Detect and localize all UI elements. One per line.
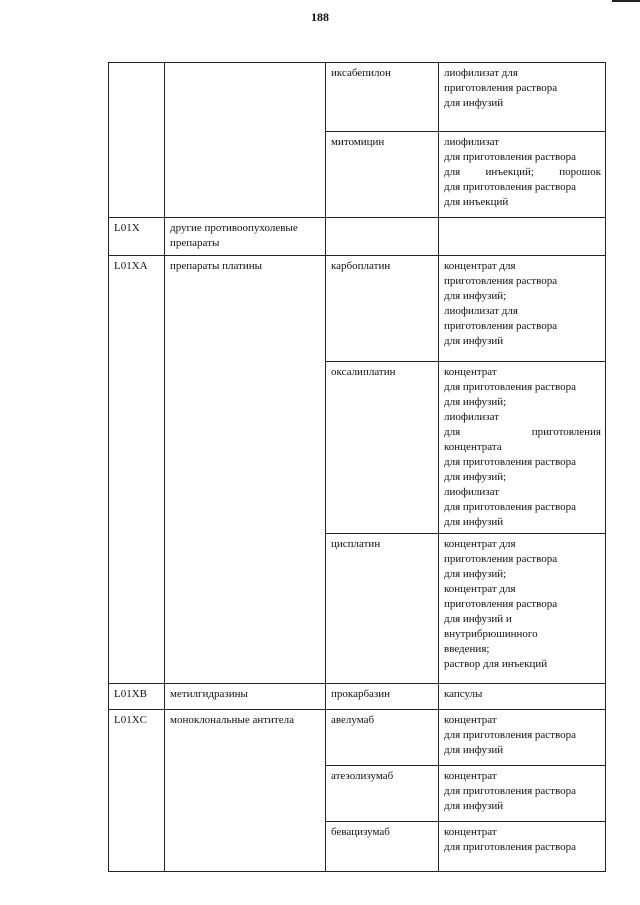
dosage-form-word: для приготовления раствора [444, 785, 576, 797]
atc-code-cell: L01X [109, 218, 165, 256]
drug-name-cell: бевацизумаб [326, 822, 439, 872]
dosage-form-word: для приготовления раствора [444, 151, 576, 163]
dosage-form-word: для инфузий; [444, 471, 507, 483]
dosage-form-word: лиофилизат для [444, 67, 518, 79]
drug-name-cell: иксабепилон [326, 63, 439, 132]
dosage-form-line [444, 165, 601, 180]
dosage-form-word: внутрибрюшинного [444, 628, 538, 640]
dosage-form-line [444, 455, 601, 470]
dosage-form-word: концентрат [444, 714, 497, 726]
dosage-form-word: концентрат для [444, 583, 516, 595]
dosage-form-line [444, 304, 601, 319]
dosage-form-word: для приготовления раствора [444, 456, 576, 468]
table-row [109, 710, 606, 766]
drug-name-cell: цисплатин [326, 534, 439, 684]
dosage-form-word: приготовления раствора [444, 320, 558, 332]
dosage-form-word: для инфузий и [444, 613, 512, 625]
dosage-form-cell [439, 362, 606, 534]
dosage-form-cell [439, 218, 606, 256]
dosage-form-cell [439, 63, 606, 132]
dosage-form-cell [439, 710, 606, 766]
dosage-form-line [444, 365, 601, 380]
dosage-form-word: раствор для инъекций [444, 658, 548, 670]
dosage-form-word: для инфузий [444, 335, 504, 347]
dosage-form-word: инъекций; [485, 166, 534, 178]
scan-corner-mark [612, 0, 640, 2]
dosage-form-line [444, 96, 601, 111]
dosage-form-cell [439, 132, 606, 218]
dosage-form-word: концентрат для [444, 260, 516, 272]
dosage-form-line [444, 713, 601, 728]
dosage-form-line [444, 840, 601, 855]
dosage-form-line [444, 784, 601, 799]
dosage-form-word: порошок [559, 166, 601, 178]
dosage-form-line [444, 743, 601, 758]
dosage-form-line [444, 289, 601, 304]
dosage-form-line [444, 395, 601, 410]
drug-group-cell: препараты платины [165, 256, 326, 684]
dosage-form-word: для [444, 166, 461, 178]
dosage-form-word: лиофилизат [444, 136, 500, 148]
dosage-form-line [444, 195, 601, 210]
atc-code-cell: L01XC [109, 710, 165, 872]
atc-code-cell: L01XA [109, 256, 165, 684]
dosage-form-line [444, 825, 601, 840]
dosage-form-line [444, 552, 601, 567]
dosage-form-word: для инфузий; [444, 290, 507, 302]
dosage-form-word: капсулы [444, 688, 483, 700]
dosage-form-word: для приготовления раствора [444, 841, 576, 853]
dosage-form-cell [439, 534, 606, 684]
drug-name-cell: прокарбазин [326, 684, 439, 710]
dosage-form-line [444, 642, 601, 657]
dosage-form-line [444, 470, 601, 485]
dosage-form-line [444, 537, 601, 552]
dosage-form-line [444, 410, 601, 425]
dosage-form-word: концентрат [444, 770, 497, 782]
drug-name-cell: авелумаб [326, 710, 439, 766]
dosage-form-line [444, 500, 601, 515]
dosage-form-line [444, 274, 601, 289]
drug-name-cell: карбоплатин [326, 256, 439, 362]
dosage-form-line [444, 319, 601, 334]
dosage-form-line [444, 440, 601, 455]
dosage-form-line [444, 728, 601, 743]
drug-name-cell [326, 218, 439, 256]
dosage-form-line [444, 769, 601, 784]
table-row [109, 218, 606, 256]
dosage-form-word: для инфузий [444, 97, 504, 109]
dosage-form-word: для инфузий [444, 744, 504, 756]
dosage-form-word: для [444, 426, 461, 438]
atc-code-cell [109, 63, 165, 218]
drug-name-cell: оксалиплатин [326, 362, 439, 534]
page-number: 188 [311, 10, 329, 24]
dosage-form-line [444, 687, 601, 702]
dosage-form-word: для приготовления раствора [444, 181, 576, 193]
drug-name-cell: митомицин [326, 132, 439, 218]
dosage-form-word: для инфузий; [444, 396, 507, 408]
dosage-form-line [444, 627, 601, 642]
dosage-form-line [444, 515, 601, 530]
drug-classification-table [108, 62, 606, 872]
atc-code-cell: L01XB [109, 684, 165, 710]
dosage-form-line [444, 582, 601, 597]
dosage-form-word: лиофилизат [444, 411, 500, 423]
dosage-form-cell [439, 766, 606, 822]
dosage-form-line [444, 567, 601, 582]
dosage-form-line [444, 180, 601, 195]
dosage-form-line [444, 799, 601, 814]
dosage-form-word: приготовления раствора [444, 553, 558, 565]
dosage-form-word: для приготовления раствора [444, 381, 576, 393]
drug-group-cell: моноклональные антитела [165, 710, 326, 872]
dosage-form-line [444, 150, 601, 165]
dosage-form-word: лиофилизат [444, 486, 500, 498]
dosage-form-word: концентрат [444, 366, 497, 378]
dosage-form-word: концентрата [444, 441, 502, 453]
drug-name-cell: атезолизумаб [326, 766, 439, 822]
table-row [109, 684, 606, 710]
dosage-form-line [444, 612, 601, 627]
dosage-form-line [444, 259, 601, 274]
dosage-form-word: для инфузий [444, 516, 504, 528]
dosage-form-cell [439, 822, 606, 872]
dosage-form-word: приготовления раствора [444, 82, 558, 94]
dosage-form-line [444, 425, 601, 440]
table-row [109, 256, 606, 362]
dosage-form-cell [439, 684, 606, 710]
dosage-form-word: концентрат [444, 826, 497, 838]
table-body [109, 63, 606, 872]
dosage-form-line [444, 135, 601, 150]
dosage-form-word: лиофилизат для [444, 305, 518, 317]
dosage-form-line [444, 334, 601, 349]
dosage-form-word: для приготовления раствора [444, 729, 576, 741]
dosage-form-line [444, 597, 601, 612]
dosage-form-line [444, 66, 601, 81]
dosage-form-cell [439, 256, 606, 362]
dosage-form-word: введения; [444, 643, 490, 655]
dosage-form-word: приготовления [531, 426, 601, 438]
dosage-form-word: для инфузий [444, 800, 504, 812]
dosage-form-word: приготовления раствора [444, 275, 558, 287]
dosage-form-word: концентрат для [444, 538, 516, 550]
dosage-form-line [444, 485, 601, 500]
dosage-form-line [444, 81, 601, 96]
dosage-form-word: для инъекций [444, 196, 509, 208]
drug-group-cell [165, 63, 326, 218]
dosage-form-word: для приготовления раствора [444, 501, 576, 513]
table-row [109, 63, 606, 132]
dosage-form-word: приготовления раствора [444, 598, 558, 610]
drug-group-cell: другие противоопухолевые препараты [165, 218, 326, 256]
drug-group-cell: метилгидразины [165, 684, 326, 710]
dosage-form-line [444, 657, 601, 672]
dosage-form-line [444, 380, 601, 395]
dosage-form-word: для инфузий; [444, 568, 507, 580]
